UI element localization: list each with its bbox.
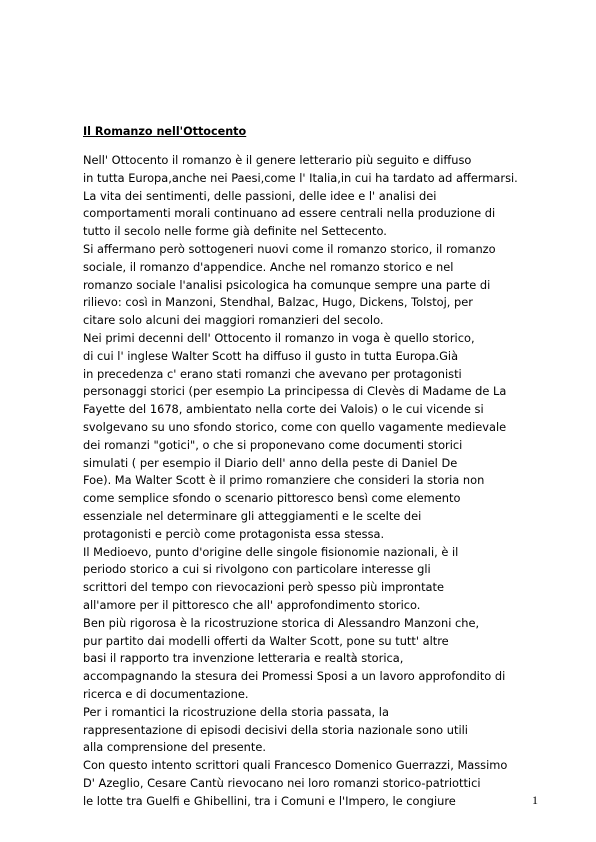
text-line: basi il rapporto tra invenzione letteraria e realtà storica, — [83, 651, 404, 666]
text-line: La vita dei sentimenti, delle passioni, delle idee e l' analisi dei — [83, 188, 437, 203]
text-line: svolgevano su uno sfondo storico, come con quello vagamente medievale — [83, 419, 507, 434]
text-line: Fayette del 1678, ambientato nella corte dei Valois) o le cui vicende si — [83, 402, 484, 417]
text-line: Per i romantici la ricostruzione della storia passata, la — [83, 704, 389, 719]
text-line: simulati ( per esempio il Diario dell' anno della peste di Daniel De — [83, 455, 458, 470]
text-line: sociale, il romanzo d'appendice. Anche nel romanzo storico e nel — [83, 259, 454, 274]
text-line: personaggi storici (per esempio La principessa di Clevès di Madame de La — [83, 384, 507, 399]
text-line: scrittori del tempo con rievocazioni però spesso più improntate — [83, 580, 444, 595]
text-line: all'amore per il pittoresco che all' approfondimento storico. — [83, 597, 421, 612]
text-line: le lotte tra Guelfi e Ghibellini, tra i Comuni e l'Impero, le congiure — [83, 793, 456, 808]
text-line: rappresentazione di episodi decisivi della storia nazionale sono utili — [83, 722, 468, 737]
text-line: Nei primi decenni dell' Ottocento il romanzo in voga è quello storico, — [83, 330, 475, 345]
text-line: periodo storico a cui si rivolgono con particolare interesse gli — [83, 562, 431, 577]
text-line: rilievo: così in Manzoni, Stendhal, Balzac, Hugo, Dickens, Tolstoj, per — [83, 295, 473, 310]
text-line: Si affermano però sottogeneri nuovi come il romanzo storico, il romanzo — [83, 241, 496, 256]
text-line: romanzo sociale l'analisi psicologica ha comunque sempre una parte di — [83, 277, 491, 292]
text-line: pur partito dai modelli offerti da Walter Scott, pone su tutt' altre — [83, 633, 449, 648]
text-line: tutto il secolo nelle forme già definite nel Settecento. — [83, 224, 387, 239]
text-line: in precedenza c' erano stati romanzi che avevano per protagonisti — [83, 366, 462, 381]
text-line: alla comprensione del presente. — [83, 740, 266, 755]
text-line: Foe). Ma Walter Scott è il primo romanziere che consideri la storia non — [83, 473, 485, 488]
page-number: 1 — [532, 793, 538, 807]
text-line: essenziale nel determinare gli atteggiamenti e le scelte dei — [83, 508, 422, 523]
text-line: come semplice sfondo o scenario pittoresco bensì come elemento — [83, 491, 461, 506]
document-title: Il Romanzo nell'Ottocento — [83, 125, 247, 138]
text-line: in tutta Europa,anche nei Paesi,come l' Italia,in cui ha tardato ad affermarsi. — [83, 170, 518, 185]
text-line: dei romanzi "gotici", o che si proponevano come documenti storici — [83, 437, 463, 452]
text-line: Con questo intento scrittori quali Francesco Domenico Guerrazzi, Massimo — [83, 758, 508, 773]
text-line: Ben più rigorosa è la ricostruzione storica di Alessandro Manzoni che, — [83, 615, 480, 630]
text-line: protagonisti e perciò come protagonista essa stessa. — [83, 526, 385, 541]
text-line: D' Azeglio, Cesare Cantù rievocano nei loro romanzi storico-patriottici — [83, 775, 481, 790]
text-line: citare solo alcuni dei maggiori romanzieri del secolo. — [83, 313, 384, 328]
body-text — [83, 152, 573, 810]
text-line: comportamenti morali continuano ad essere centrali nella produzione di — [83, 206, 496, 221]
text-line: di cui l' inglese Walter Scott ha diffuso il gusto in tutta Europa.Già — [83, 348, 459, 363]
text-line: accompagnando la stesura dei Promessi Sposi a un lavoro approfondito di — [83, 669, 506, 684]
text-line: ricerca e di documentazione. — [83, 686, 249, 701]
text-line: Nell' Ottocento il romanzo è il genere letterario più seguito e diffuso — [83, 153, 472, 167]
text-line: Il Medioevo, punto d'origine delle singole fisionomie nazionali, è il — [83, 544, 459, 559]
